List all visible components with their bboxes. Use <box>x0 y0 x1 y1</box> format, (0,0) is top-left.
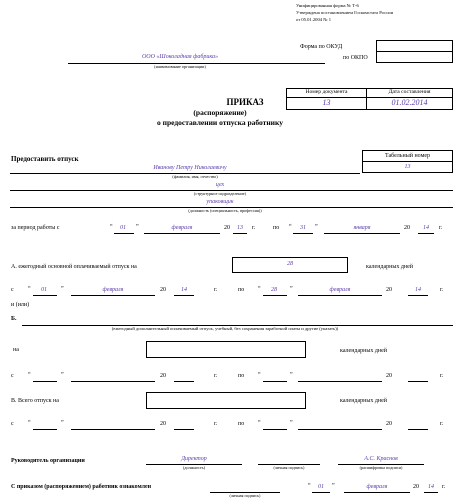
section-a-from-day: 01 <box>41 287 47 293</box>
a-to-month-line <box>298 295 382 296</box>
period-from-year-suffix: г. <box>252 225 256 231</box>
section-b-label: Б. <box>11 316 17 322</box>
b-from-year-suffix: г. <box>214 373 218 379</box>
section-b-to-label: по <box>238 373 245 379</box>
tab-number-divider <box>362 161 453 162</box>
a-quote-close: ” <box>61 286 64 292</box>
period-to-year-suffix: г. <box>439 225 443 231</box>
a-from-year-line <box>174 295 194 296</box>
period-from-day-line <box>114 233 134 234</box>
order-subject: о предоставлении отпуска работнику <box>157 118 283 127</box>
quote-close: ” <box>136 224 139 230</box>
head-position: Директор <box>181 456 207 462</box>
ack-day: 01 <box>318 484 324 490</box>
doc-date-header: Дата составления <box>388 89 431 95</box>
section-a-from-year: 14 <box>181 287 187 293</box>
ack-century: 20 <box>413 484 419 490</box>
b-from-month-line <box>71 381 155 382</box>
head-name-caption: (расшифровка подписи) <box>359 465 403 470</box>
head-label: Руководитель организации <box>11 458 85 464</box>
b-quote-open-2: “ <box>258 372 261 378</box>
c-from-century: 20 <box>160 421 166 427</box>
section-a-to-year: 14 <box>415 287 421 293</box>
c-from-year-line <box>174 429 194 430</box>
a-to-year-line <box>408 295 428 296</box>
ack-year-line <box>424 492 438 493</box>
ack-year: 14 <box>428 484 434 490</box>
doc-number-value: 13 <box>322 98 331 107</box>
ack-year-suffix: г. <box>442 484 446 490</box>
ack-month-line <box>344 492 410 493</box>
okpo-label: по ОКПО <box>343 55 368 61</box>
employee-name: Иванову Петру Николаевичу <box>153 165 227 171</box>
department-value: цех <box>215 182 225 188</box>
period-from-month: февраля <box>171 225 193 231</box>
b-to-day-line <box>263 381 287 382</box>
b-from-year-line <box>174 381 194 382</box>
section-a-from-month: февраля <box>102 287 124 293</box>
period-from-year-line <box>233 233 247 234</box>
a-from-year-suffix: г. <box>214 287 218 293</box>
section-b-days-box <box>146 341 306 358</box>
doc-date-value: 01.02.2014 <box>391 98 428 107</box>
b-to-century: 20 <box>386 373 392 379</box>
approval-date-line: от 05.01.2004 № 1 <box>296 17 332 22</box>
tab-number-header: Табельный номер <box>384 153 431 159</box>
a-quote-open-2: “ <box>258 286 261 292</box>
b-to-year-line <box>408 381 428 382</box>
doc-number-header: Номер документа <box>305 89 348 95</box>
period-to-month: января <box>353 225 371 231</box>
okpo-code-box <box>376 51 453 63</box>
ack-quote-close: ” <box>332 483 335 489</box>
period-to-label: по <box>273 225 280 231</box>
section-a-days: 28 <box>287 261 293 267</box>
section-a-label: А. ежегодный основной оплачиваемый отпуск на <box>11 264 137 270</box>
a-from-century: 20 <box>160 287 166 293</box>
a-from-month-line <box>71 295 155 296</box>
c-to-year-suffix: г. <box>440 421 444 427</box>
b-from-day-line <box>33 381 57 382</box>
doc-table-divider <box>286 97 453 98</box>
section-c-label: В. Всего отпуск на <box>11 398 59 404</box>
section-b-on-label: на <box>13 347 19 353</box>
employee-name-caption: (фамилия, имя, отчество) <box>172 174 218 179</box>
c-to-century: 20 <box>386 421 392 427</box>
section-a-to-day: 28 <box>271 287 277 293</box>
a-to-century: 20 <box>386 287 392 293</box>
period-from-month-line <box>144 233 220 234</box>
head-name: А.С. Краснов <box>364 456 398 462</box>
section-c-days-box <box>146 392 306 409</box>
section-a-or-label: и (или) <box>11 302 30 308</box>
quote-open: “ <box>110 224 113 230</box>
quote-open-2: “ <box>289 224 292 230</box>
section-a-days-label: календарных дней <box>366 264 414 270</box>
a-quote-open: “ <box>28 286 31 292</box>
c-quote-close: ” <box>61 420 64 426</box>
work-period-label: за период работы с <box>11 225 60 231</box>
ack-month: февраля <box>366 484 388 490</box>
department-caption: (структурное подразделение) <box>193 191 247 196</box>
form-number-line: Унифицированная форма № Т-6 <box>296 3 359 8</box>
b-from-century: 20 <box>160 373 166 379</box>
b-quote-close-2: ” <box>290 372 293 378</box>
order-subtitle: (распоряжение) <box>193 108 247 117</box>
organization-caption: (наименование организации) <box>154 64 206 69</box>
section-a-from-label: с <box>11 287 14 293</box>
c-to-day-line <box>263 429 287 430</box>
b-to-month-line <box>298 381 382 382</box>
period-to-year: 14 <box>423 225 429 231</box>
period-from-year: 13 <box>237 225 243 231</box>
ack-quote-open: “ <box>308 483 311 489</box>
a-from-day-line <box>33 295 57 296</box>
c-to-month-line <box>298 429 382 430</box>
c-quote-open-2: “ <box>258 420 261 426</box>
period-to-year-line <box>418 233 434 234</box>
period-to-day: 31 <box>300 225 306 231</box>
section-c-from-label: с <box>11 421 14 427</box>
position-value: упаковщик <box>206 199 234 205</box>
section-c-to-label: по <box>238 421 245 427</box>
a-quote-close-2: ” <box>290 286 293 292</box>
section-b-caption: (ежегодный дополнительный оплачиваемый отпуск, учебный, без сохранения заработной платы и другие (указать)) <box>111 326 339 331</box>
period-to-day-line <box>293 233 313 234</box>
position-caption: (должность (специальность, профессия)) <box>188 208 262 213</box>
ack-signature-caption: (личная подпись) <box>229 493 261 498</box>
period-from-day: 01 <box>120 225 126 231</box>
c-from-month-line <box>71 429 155 430</box>
period-from-century: 20 <box>224 225 230 231</box>
section-a-to-month: февраля <box>329 287 351 293</box>
head-signature-caption: (личная подпись) <box>273 465 305 470</box>
grant-leave-label: Предоставить отпуск <box>11 155 79 163</box>
quote-close-2: ” <box>315 224 318 230</box>
acknowledgement-label: С приказом (распоряжением) работник ознакомлен <box>11 484 152 490</box>
a-to-day-line <box>263 295 287 296</box>
c-from-year-suffix: г. <box>214 421 218 427</box>
period-to-century: 20 <box>404 225 410 231</box>
section-a-to-label: по <box>238 287 245 293</box>
ack-day-line <box>312 492 330 493</box>
section-c-days-label: календарных дней <box>340 398 388 404</box>
organization-name: ООО «Шоколадная фабрика» <box>141 54 219 60</box>
period-to-month-line <box>324 233 400 234</box>
b-to-year-suffix: г. <box>440 373 444 379</box>
section-b-days-label: календарных дней <box>340 348 388 354</box>
c-quote-close-2: ” <box>290 420 293 426</box>
okud-label: Форма по ОКУД <box>300 44 343 50</box>
order-title: ПРИКАЗ <box>226 97 264 107</box>
tab-number-value: 13 <box>404 164 411 170</box>
c-from-day-line <box>33 429 57 430</box>
b-quote-open: “ <box>28 372 31 378</box>
approved-line: Утверждена постановлением Госкомстата России <box>296 10 394 15</box>
section-b-from-label: с <box>11 373 14 379</box>
c-quote-open: “ <box>28 420 31 426</box>
c-to-year-line <box>408 429 428 430</box>
head-position-caption: (должность) <box>183 465 205 470</box>
b-quote-close: ” <box>61 372 64 378</box>
a-to-year-suffix: г. <box>440 287 444 293</box>
